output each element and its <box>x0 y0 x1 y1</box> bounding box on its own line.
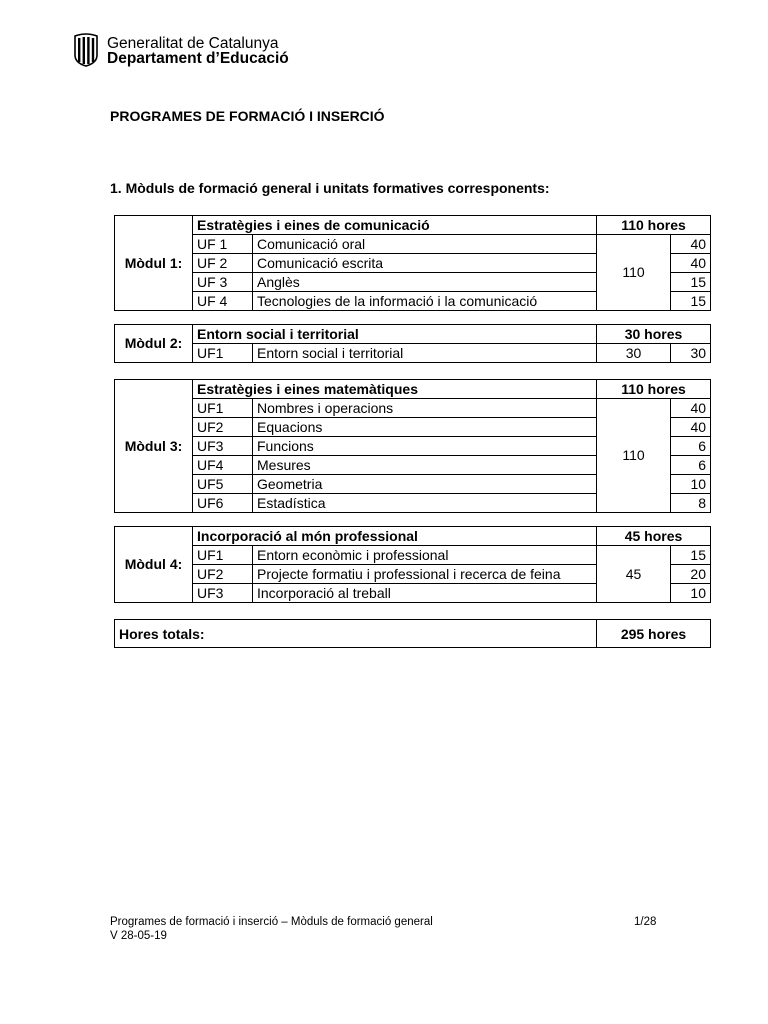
unit-name: Nombres i operacions <box>253 399 597 418</box>
unit-hours: 6 <box>671 437 711 456</box>
unit-hours: 8 <box>671 494 711 513</box>
module-hours: 110 hores <box>597 380 711 399</box>
unit-code: UF5 <box>193 475 253 494</box>
unit-name: Estadística <box>253 494 597 513</box>
unit-hours: 20 <box>671 565 711 584</box>
generalitat-emblem-icon <box>72 33 100 67</box>
unit-name: Comunicació escrita <box>253 254 597 273</box>
module-total: 45 <box>597 546 671 603</box>
unit-hours: 15 <box>671 546 711 565</box>
unit-code: UF2 <box>193 418 253 437</box>
unit-hours: 40 <box>671 235 711 254</box>
section-heading: 1. Mòduls de formació general i unitats formatives corresponents: <box>110 180 550 196</box>
unit-name: Entorn econòmic i professional <box>253 546 597 565</box>
unit-hours: 40 <box>671 399 711 418</box>
unit-name: Funcions <box>253 437 597 456</box>
document-title: PROGRAMES DE FORMACIÓ I INSERCIÓ <box>110 108 385 124</box>
unit-code: UF 4 <box>193 292 253 311</box>
unit-name: Equacions <box>253 418 597 437</box>
unit-code: UF 2 <box>193 254 253 273</box>
totals-value: 295 hores <box>597 620 711 648</box>
unit-code: UF2 <box>193 565 253 584</box>
module-name: Entorn social i territorial <box>193 325 597 344</box>
totals-table <box>114 619 711 648</box>
module-header-row <box>115 216 711 235</box>
module-header-row <box>115 527 711 546</box>
header-org-name: Generalitat de Catalunya <box>107 35 279 52</box>
module-header-row <box>115 325 711 344</box>
module-total: 30 <box>597 344 671 363</box>
module-total: 110 <box>597 399 671 513</box>
unit-row <box>115 546 711 565</box>
module-table-3 <box>114 379 711 513</box>
module-label: Mòdul 4: <box>115 527 193 603</box>
module-name: Estratègies i eines matemàtiques <box>193 380 597 399</box>
totals-label: Hores totals: <box>115 620 597 648</box>
unit-hours: 15 <box>671 292 711 311</box>
unit-name: Anglès <box>253 273 597 292</box>
module-total: 110 <box>597 235 671 311</box>
module-hours: 30 hores <box>597 325 711 344</box>
totals-row <box>115 620 711 648</box>
unit-code: UF4 <box>193 456 253 475</box>
unit-hours: 40 <box>671 418 711 437</box>
unit-row <box>115 344 711 363</box>
module-label: Mòdul 3: <box>115 380 193 513</box>
module-table-4 <box>114 526 711 603</box>
unit-code: UF 3 <box>193 273 253 292</box>
unit-code: UF1 <box>193 546 253 565</box>
module-hours: 110 hores <box>597 216 711 235</box>
unit-code: UF3 <box>193 584 253 603</box>
module-table-2 <box>114 324 711 363</box>
unit-hours: 30 <box>671 344 711 363</box>
unit-code: UF6 <box>193 494 253 513</box>
unit-code: UF 1 <box>193 235 253 254</box>
unit-name: Projecte formatiu i professional i recerca de feina <box>253 565 597 584</box>
unit-name: Geometria <box>253 475 597 494</box>
module-name: Incorporació al món professional <box>193 527 597 546</box>
unit-hours: 10 <box>671 584 711 603</box>
module-header-row <box>115 380 711 399</box>
unit-code: UF1 <box>193 399 253 418</box>
header-logo <box>72 33 312 67</box>
unit-name: Entorn social i territorial <box>253 344 597 363</box>
footer-version: V 28-05-19 <box>110 930 167 942</box>
unit-name: Comunicació oral <box>253 235 597 254</box>
page-number: 1/28 <box>634 916 657 928</box>
unit-row <box>115 235 711 254</box>
module-hours: 45 hores <box>597 527 711 546</box>
module-table-1 <box>114 215 711 311</box>
unit-name: Tecnologies de la informació i la comunicació <box>253 292 597 311</box>
footer-document-name: Programes de formació i inserció – Mòduls de formació general <box>110 916 433 928</box>
module-label: Mòdul 2: <box>115 325 193 363</box>
unit-hours: 10 <box>671 475 711 494</box>
header-department-name: Departament d’Educació <box>107 50 289 67</box>
unit-code: UF1 <box>193 344 253 363</box>
module-name: Estratègies i eines de comunicació <box>193 216 597 235</box>
unit-row <box>115 399 711 418</box>
module-label: Mòdul 1: <box>115 216 193 311</box>
unit-name: Incorporació al treball <box>253 584 597 603</box>
unit-name: Mesures <box>253 456 597 475</box>
unit-code: UF3 <box>193 437 253 456</box>
unit-hours: 6 <box>671 456 711 475</box>
footer-info <box>110 915 433 943</box>
unit-hours: 15 <box>671 273 711 292</box>
unit-hours: 40 <box>671 254 711 273</box>
